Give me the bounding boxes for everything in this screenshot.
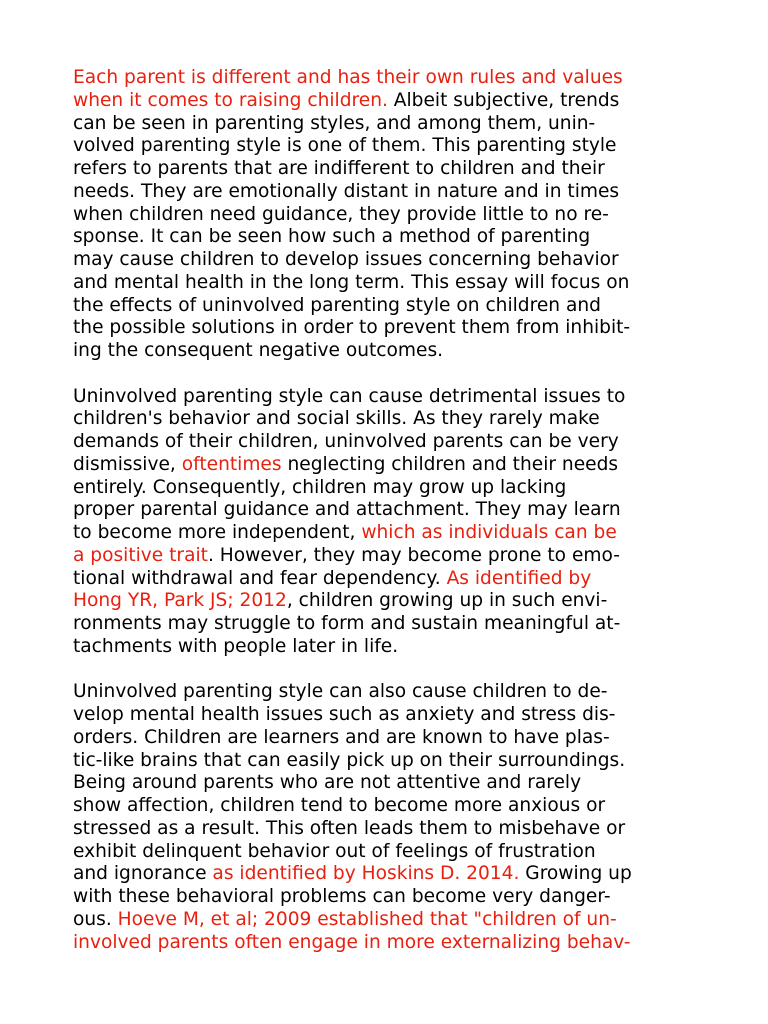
essay-paragraph — [73, 386, 703, 659]
body-text: the possible solutions in order to prevent them from inhibit- — [73, 317, 631, 339]
text-line — [73, 545, 703, 568]
body-text: . However, they may become prone to emo- — [207, 544, 620, 566]
text-line — [73, 727, 703, 750]
body-text: needs. They are emotionally distant in nature and in times — [73, 180, 620, 202]
body-text: tic-like brains that can easily pick up on their surroundings. — [73, 749, 626, 771]
highlighted-text: involved parents often engage in more externalizing behav- — [73, 931, 631, 953]
body-text: demands of their children, uninvolved parents can be very — [73, 431, 619, 452]
body-text: ronments may struggle to form and sustain meaningful at- — [73, 613, 621, 634]
highlighted-text: Each parent is different and has their own rules and values — [73, 67, 623, 88]
text-line — [73, 590, 703, 613]
essay-paragraph — [73, 681, 703, 954]
text-line — [73, 204, 703, 227]
body-text: ing the consequent negative outcomes. — [73, 340, 444, 361]
text-line — [73, 295, 703, 318]
text-line — [73, 181, 703, 204]
body-text: entirely. Consequently, children may grow up lacking — [73, 476, 567, 498]
text-line — [73, 522, 703, 545]
text-line — [73, 909, 703, 932]
body-text: the effects of uninvolved parenting style on children and — [73, 294, 601, 316]
body-text: show affection, children tend to become more anxious or — [73, 795, 606, 816]
text-line — [73, 317, 703, 340]
body-text: and mental health in the long term. This essay will focus on — [73, 271, 630, 293]
body-text: may cause children to develop issues concerning behavior — [73, 249, 619, 270]
highlighted-text: which as individuals can be — [361, 522, 617, 543]
highlighted-text: when it comes to raising children. — [73, 89, 388, 111]
body-text: tachments with people later in life. — [73, 635, 399, 657]
body-text: when children need guidance, they provide little to no re- — [73, 203, 609, 225]
body-text: ous. — [73, 908, 118, 930]
body-text: Being around parents who are not attentive and rarely — [73, 772, 582, 794]
text-line — [73, 477, 703, 500]
text-line — [73, 613, 703, 636]
highlighted-text: As identified by — [446, 567, 592, 589]
text-line — [73, 704, 703, 727]
text-line — [73, 249, 703, 272]
text-line — [73, 431, 703, 454]
body-text: neglecting children and their needs — [281, 453, 619, 475]
text-line — [73, 932, 703, 955]
text-line — [73, 886, 703, 909]
body-text: , children growing up in such envi- — [286, 590, 608, 612]
text-line — [73, 113, 703, 136]
highlighted-text: as identified by Hoskins D. 2014. — [212, 863, 520, 885]
body-text: refers to parents that are indifferent to children and their — [73, 158, 605, 179]
text-line — [73, 408, 703, 431]
text-line — [73, 750, 703, 773]
body-text: volved parenting style is one of them. This parenting style — [73, 135, 617, 157]
text-line — [73, 158, 703, 181]
essay-page — [73, 67, 703, 977]
body-text: Albeit subjective, trends — [387, 89, 620, 111]
text-line — [73, 135, 703, 158]
highlighted-text: a positive trait — [73, 544, 208, 566]
text-line — [73, 454, 703, 477]
text-line — [73, 818, 703, 841]
body-text: orders. Children are learners and are known to have plas- — [73, 726, 610, 748]
text-line — [73, 386, 703, 409]
body-text: and ignorance — [73, 863, 213, 885]
text-line — [73, 340, 703, 363]
body-text: to become more independent, — [73, 522, 362, 543]
text-line — [73, 568, 703, 591]
text-line — [73, 772, 703, 795]
text-line — [73, 90, 703, 113]
body-text: exhibit delinquent behavior out of feelings of frustration — [73, 840, 596, 862]
text-line — [73, 863, 703, 886]
body-text: with these behavioral problems can become very danger- — [73, 886, 611, 907]
highlighted-text: Hong YR, Park JS; 2012 — [73, 590, 287, 612]
text-line — [73, 499, 703, 522]
body-text: stressed as a result. This often leads them to misbehave or — [73, 817, 626, 839]
body-text: proper parental guidance and attachment. They may learn — [73, 499, 621, 521]
body-text: Uninvolved parenting style can cause detrimental issues to — [73, 385, 626, 407]
text-line — [73, 226, 703, 249]
text-line — [73, 272, 703, 295]
body-text: tional withdrawal and fear dependency. — [73, 567, 447, 589]
body-text: can be seen in parenting styles, and among them, unin- — [73, 112, 596, 134]
body-text: velop mental health issues such as anxiety and stress dis- — [73, 704, 616, 725]
highlighted-text: Hoeve M, et al; 2009 established that "children of un- — [117, 908, 617, 930]
body-text: children's behavior and social skills. As they rarely make — [73, 408, 600, 430]
text-line — [73, 681, 703, 704]
body-text: Growing up — [519, 863, 632, 885]
text-line — [73, 841, 703, 864]
text-line — [73, 795, 703, 818]
body-text: sponse. It can be seen how such a method of parenting — [73, 226, 591, 248]
highlighted-text: oftentimes — [181, 453, 282, 475]
essay-paragraph — [73, 67, 703, 363]
body-text: dismissive, — [73, 453, 182, 475]
body-text: Uninvolved parenting style can also cause children to de- — [73, 681, 608, 703]
text-line — [73, 67, 703, 90]
text-line — [73, 636, 703, 659]
